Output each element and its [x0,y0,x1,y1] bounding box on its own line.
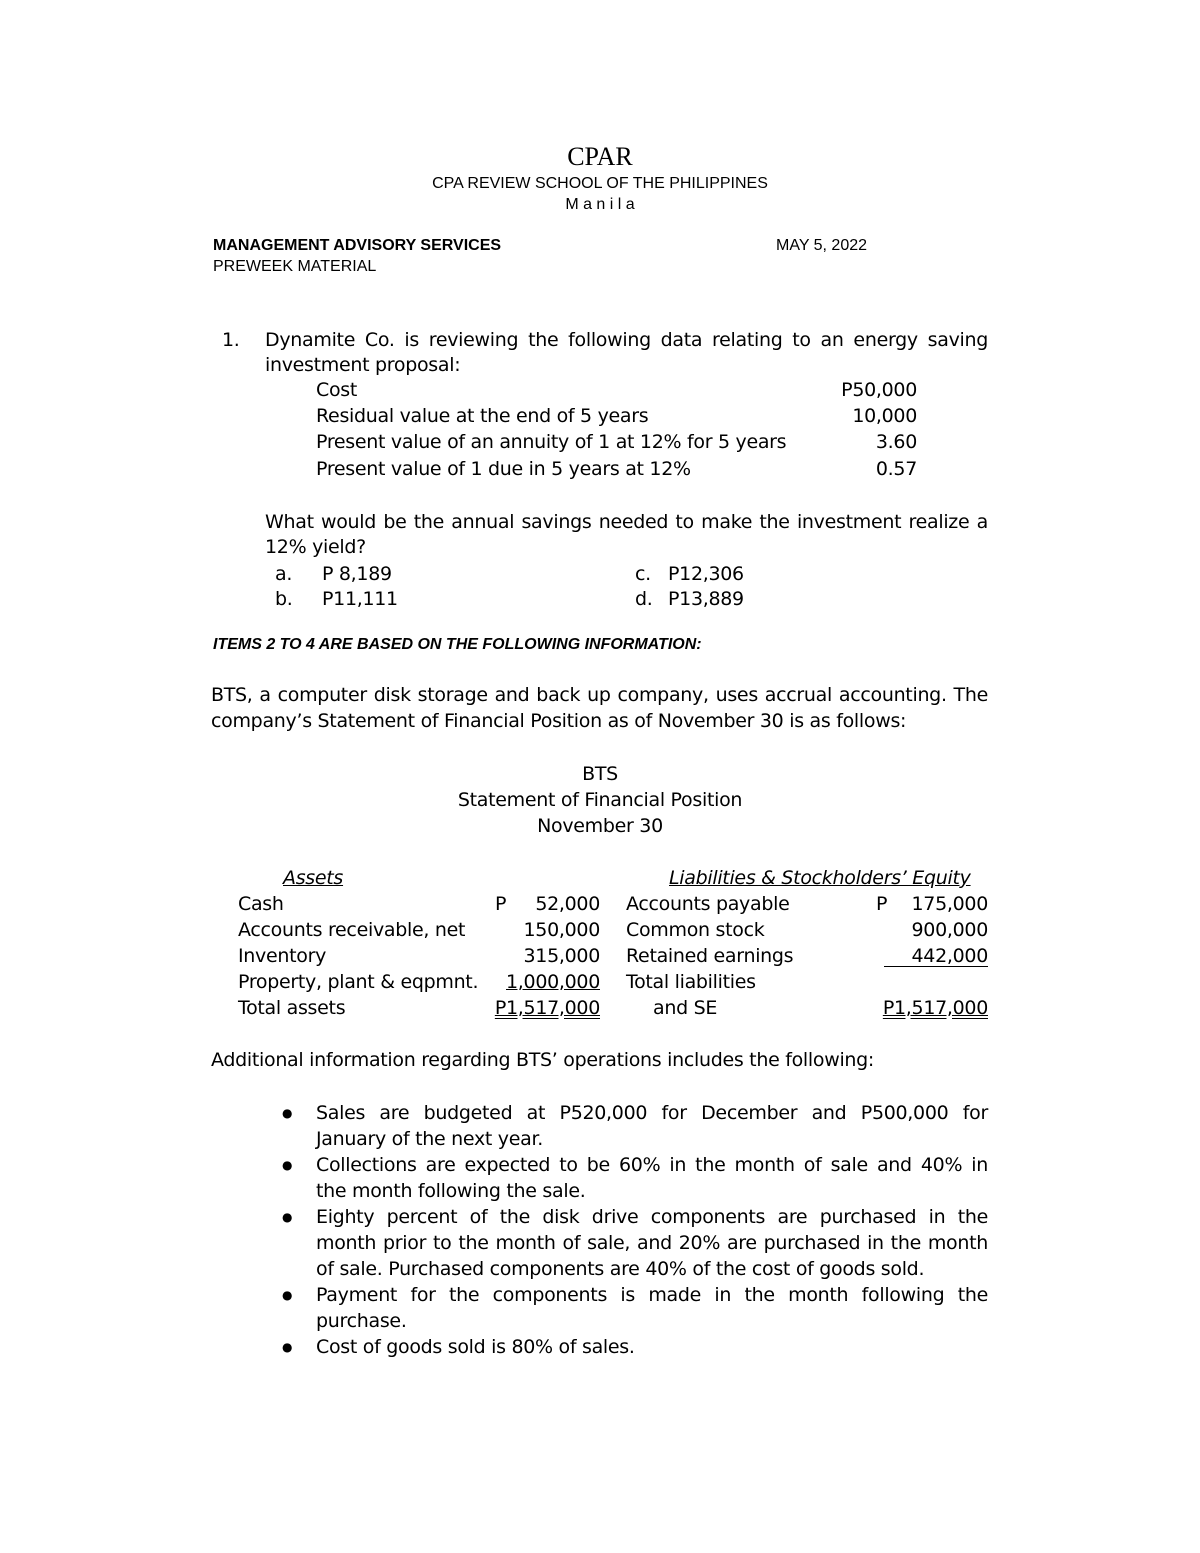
bullet-text-line: the month following the sale. [316,1180,586,1202]
total-liabilities-value: P1,517,000 [882,997,988,1019]
choice-letter: d. [635,588,653,610]
asset-label: Inventory [238,945,327,967]
statement-date: November 30 [537,815,663,837]
choice-text: P11,111 [322,588,398,610]
bullet-text-line: purchase. [316,1310,407,1332]
total-liabilities-label: and SE [653,997,718,1019]
bullet-icon: ● [282,1340,293,1354]
asset-value: 150,000 [523,919,600,941]
bullet-text-line: month prior to the month of sale, and 20% are purchased in the month [316,1232,988,1254]
bullet-icon: ● [282,1288,293,1302]
choice-text: P13,889 [668,588,744,610]
liability-label: Accounts payable [626,893,790,915]
total-assets-label: Total assets [238,997,346,1019]
asset-label: Cash [238,893,284,915]
items-section-heading: ITEMS 2 TO 4 ARE BASED ON THE FOLLOWING INFORMATION: [213,636,702,653]
choice-letter: b. [275,588,293,610]
bullet-text-line: Collections are expected to be 60% in the month of sale and 40% in [316,1154,988,1176]
asset-value: 1,000,000 [506,971,600,993]
exam-date: MAY 5, 2022 [776,237,868,254]
statement-title: Statement of Financial Position [457,789,743,811]
data-value: 10,000 [852,405,917,427]
liability-prefix: P [876,893,888,915]
bullet-text-line: of sale. Purchased components are 40% of the cost of goods sold. [316,1258,925,1280]
assets-heading: Assets [283,867,344,889]
data-value: 3.60 [875,431,917,453]
school-city: M a n i l a [565,196,635,213]
additional-info-intro: Additional information regarding BTS’ operations includes the following: [211,1049,875,1071]
bullet-text-line: Eighty percent of the disk drive components are purchased in the [316,1206,988,1228]
data-label: Present value of an annuity of 1 at 12% for 5 years [316,431,787,453]
data-label: Present value of 1 due in 5 years at 12% [316,458,691,480]
data-value: P50,000 [841,379,917,401]
liability-label: Total liabilities [626,971,756,993]
intro-paragraph-line: company’s Statement of Financial Position as of November 30 is as follows: [211,710,907,732]
bullet-icon: ● [282,1106,293,1120]
asset-prefix: P [495,893,507,915]
bullet-icon: ● [282,1210,293,1224]
intro-paragraph-line: BTS, a computer disk storage and back up company, uses accrual accounting. The [211,684,988,706]
document-title: CPAR [567,142,633,171]
asset-value: 315,000 [523,945,600,967]
liability-value: 900,000 [911,919,988,941]
data-label: Residual value at the end of 5 years [316,405,649,427]
bullet-text-line: Cost of goods sold is 80% of sales. [316,1336,635,1358]
material-type: PREWEEK MATERIAL [213,258,377,275]
liability-value: 442,000 [911,945,988,967]
bullet-text-line: Sales are budgeted at P520,000 for December and P500,000 for [316,1102,988,1124]
data-label: Cost [316,379,358,401]
question-text-line: 12% yield? [265,536,366,558]
question-text-line: What would be the annual savings needed to make the investment realize a [265,511,988,533]
subject-heading: MANAGEMENT ADVISORY SERVICES [213,237,502,254]
school-name: CPA REVIEW SCHOOL OF THE PHILIPPINES [432,175,768,192]
asset-label: Accounts receivable, net [238,919,466,941]
bullet-text-line: Payment for the components is made in the month following the [316,1284,988,1306]
bullet-text-line: January of the next year. [316,1128,543,1150]
liability-label: Common stock [626,919,765,941]
choice-text: P 8,189 [322,563,392,585]
asset-label: Property, plant & eqpmnt. [238,971,479,993]
statement-company: BTS [582,763,618,785]
liability-label: Retained earnings [626,945,794,967]
liability-value: 175,000 [911,893,988,915]
choice-letter: a. [275,563,293,585]
choice-text: P12,306 [668,563,744,585]
question-number: 1. [222,329,240,351]
total-assets-value: P1,517,000 [494,997,600,1019]
bullet-icon: ● [282,1158,293,1172]
question-stem-line: Dynamite Co. is reviewing the following data relating to an energy saving [265,329,988,351]
liabilities-heading: Liabilities & Stockholders’ Equity [669,867,971,889]
question-stem-line: investment proposal: [265,354,461,376]
asset-value: 52,000 [535,893,600,915]
choice-letter: c. [635,563,651,585]
data-value: 0.57 [875,458,917,480]
